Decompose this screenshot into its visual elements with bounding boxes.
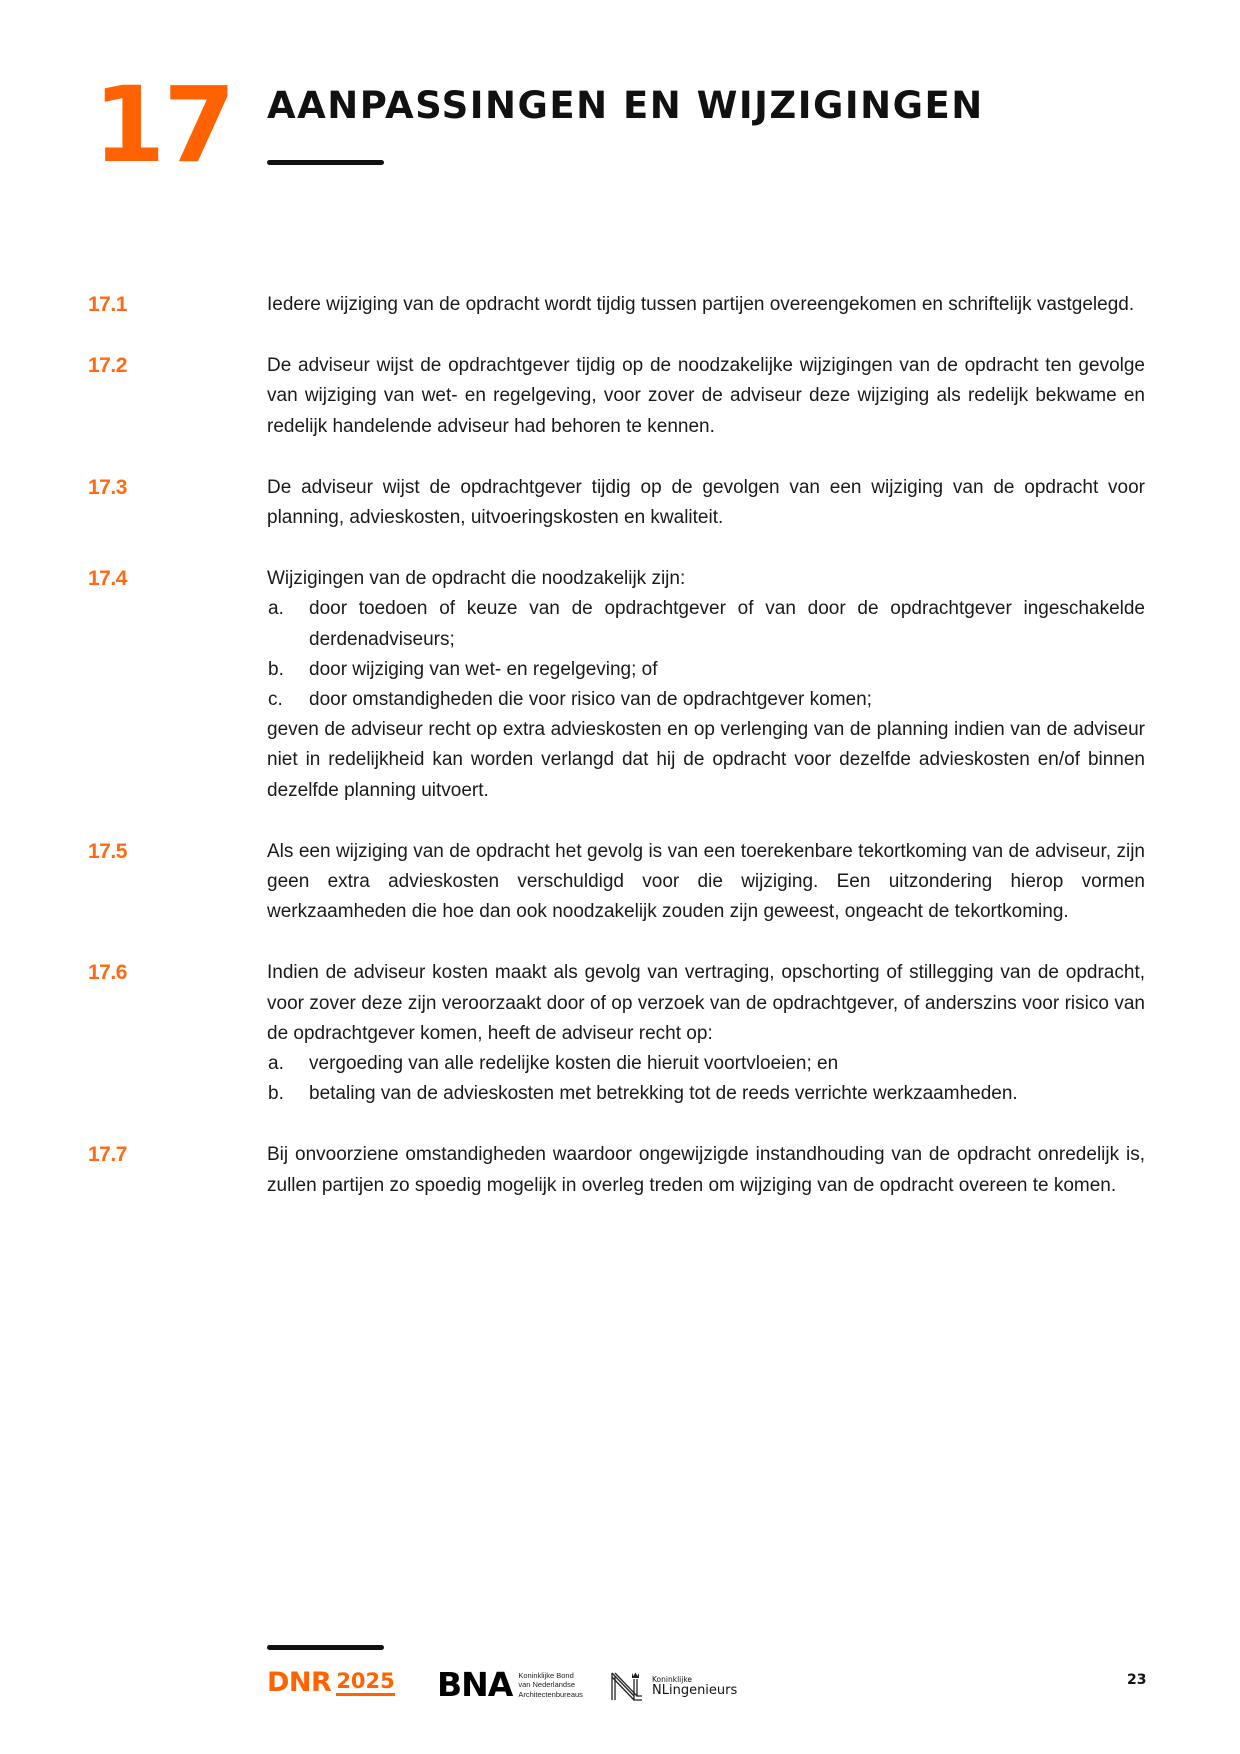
- list-text: door omstandigheden die voor risico van de opdrachtgever komen;: [309, 689, 872, 711]
- articles-list: [0, 290, 1240, 1232]
- article-17-1: [0, 290, 1240, 320]
- footer-divider: [267, 1645, 384, 1650]
- bna-logo-text: BNA: [437, 1665, 513, 1704]
- article-number: 17.2: [88, 354, 127, 378]
- article-body: [267, 564, 1145, 806]
- list-marker: a.: [268, 1053, 284, 1075]
- article-intro: Wijzigingen van de opdracht die noodzakelijk zijn:: [267, 568, 686, 590]
- article-17-6: [0, 958, 1240, 1109]
- bna-subtitle-line: Koninklijke Bond: [518, 1670, 574, 1680]
- article-text: Als een wijziging van de opdracht het gevolg is van een toerekenbare tekortkoming van de adviseur, zijn geen extra advieskosten verschuldigd voor die wijziging. Een uitzondering hierop vormen werkzaamheden die hoe dan ook noodzakelijk zouden zijn geweest, ongeacht de tekortkoming.: [267, 840, 1145, 923]
- list-item: [267, 685, 1145, 715]
- article-body: [267, 351, 1145, 442]
- article-17-4: [0, 564, 1240, 806]
- list-marker: b.: [268, 1083, 284, 1105]
- bna-subtitle-line: van Nederlandse: [518, 1680, 576, 1690]
- list-item: [267, 594, 1145, 654]
- article-text: De adviseur wijst de opdrachtgever tijdig op de gevolgen van een wijziging van de opdracht voor planning, advieskosten, uitvoeringskosten en kwaliteit.: [267, 476, 1145, 529]
- page-number: 23: [1127, 1672, 1147, 1688]
- article-outro: geven de adviseur recht op extra advieskosten en op verlenging van de planning indien van de adviseur niet in redelijkheid kan worden verlangd dat hij de opdracht voor dezelfde advieskosten en/of binnen dezelfde planning uitvoert.: [267, 719, 1145, 801]
- article-17-7: [0, 1140, 1240, 1200]
- article-17-3: [0, 473, 1240, 533]
- list-text: door toedoen of keuze van de opdrachtgever of van door de opdrachtgever ingeschakelde derdenadviseurs;: [309, 598, 1145, 650]
- bna-logo-subtitle: [518, 1671, 583, 1700]
- article-number: 17.4: [88, 567, 127, 591]
- nlingenieurs-logo: [610, 1670, 737, 1702]
- list-item: [267, 1049, 1145, 1079]
- list-text: vergoeding van alle redelijke kosten die hieruit voortvloeien; en: [309, 1053, 839, 1075]
- dnr-logo-year: 2025: [336, 1670, 394, 1696]
- nlingenieurs-emblem-icon: [610, 1670, 644, 1702]
- article-body: [267, 290, 1145, 320]
- nl-logo-small-text: Koninklijke: [652, 1674, 693, 1684]
- article-number: 17.6: [88, 961, 127, 985]
- list-text: betaling van de advieskosten met betrekking tot de reeds verrichte werkzaamheden.: [309, 1083, 1018, 1105]
- article-body: [267, 837, 1145, 928]
- dnr-2025-logo: [267, 1668, 395, 1698]
- list-marker: a.: [268, 598, 284, 620]
- article-number: 17.1: [88, 293, 127, 316]
- nlingenieurs-text: [652, 1675, 737, 1698]
- article-body: [267, 473, 1145, 533]
- list-text: door wijziging van wet- en regelgeving; of: [309, 658, 658, 680]
- article-17-2: [0, 351, 1240, 442]
- list-marker: b.: [268, 658, 284, 680]
- article-body: [267, 1140, 1145, 1200]
- list-item: [267, 1079, 1145, 1109]
- title-underline: [267, 160, 384, 165]
- nl-logo-big-text: NLingenieurs: [652, 1682, 738, 1698]
- list-item: [267, 655, 1145, 685]
- list-marker: c.: [268, 689, 283, 711]
- article-intro: Indien de adviseur kosten maakt als gevolg van vertraging, opschorting of stillegging van de opdracht, voor zover deze zijn veroorzaakt door of op verzoek van de opdrachtgever, of anderszins voor risico van de opdrachtgever komen, heeft de adviseur recht op:: [267, 962, 1145, 1044]
- bna-logo: [437, 1665, 583, 1704]
- article-text: De adviseur wijst de opdrachtgever tijdig op de noodzakelijke wijzigingen van de opdracht ten gevolge van wijziging van wet- en regelgeving, voor zover de adviseur deze wijziging als redelijk bekwame en redelijk handelende adviseur had behoren te kennen.: [267, 355, 1145, 437]
- bna-subtitle-line: Architectenbureaus: [518, 1689, 583, 1699]
- chapter-title: AANPASSINGEN EN WIJZIGINGEN: [267, 84, 984, 127]
- article-17-5: [0, 837, 1240, 928]
- article-text: Iedere wijziging van de opdracht wordt tijdig tussen partijen overeengekomen en schriftelijk vastgelegd.: [267, 294, 1135, 315]
- article-body: [267, 958, 1145, 1109]
- dnr-logo-text: DNR: [267, 1667, 332, 1698]
- article-text: Bij onvoorziene omstandigheden waardoor ongewijzigde instandhouding van de opdracht onredelijk is, zullen partijen zo spoedig mogelijk in overleg treden om wijziging van de opdracht overeen te komen.: [267, 1144, 1145, 1196]
- article-number: 17.3: [88, 475, 127, 499]
- article-number: 17.7: [88, 1143, 127, 1167]
- article-number: 17.5: [88, 839, 127, 863]
- chapter-number: 17: [93, 64, 234, 186]
